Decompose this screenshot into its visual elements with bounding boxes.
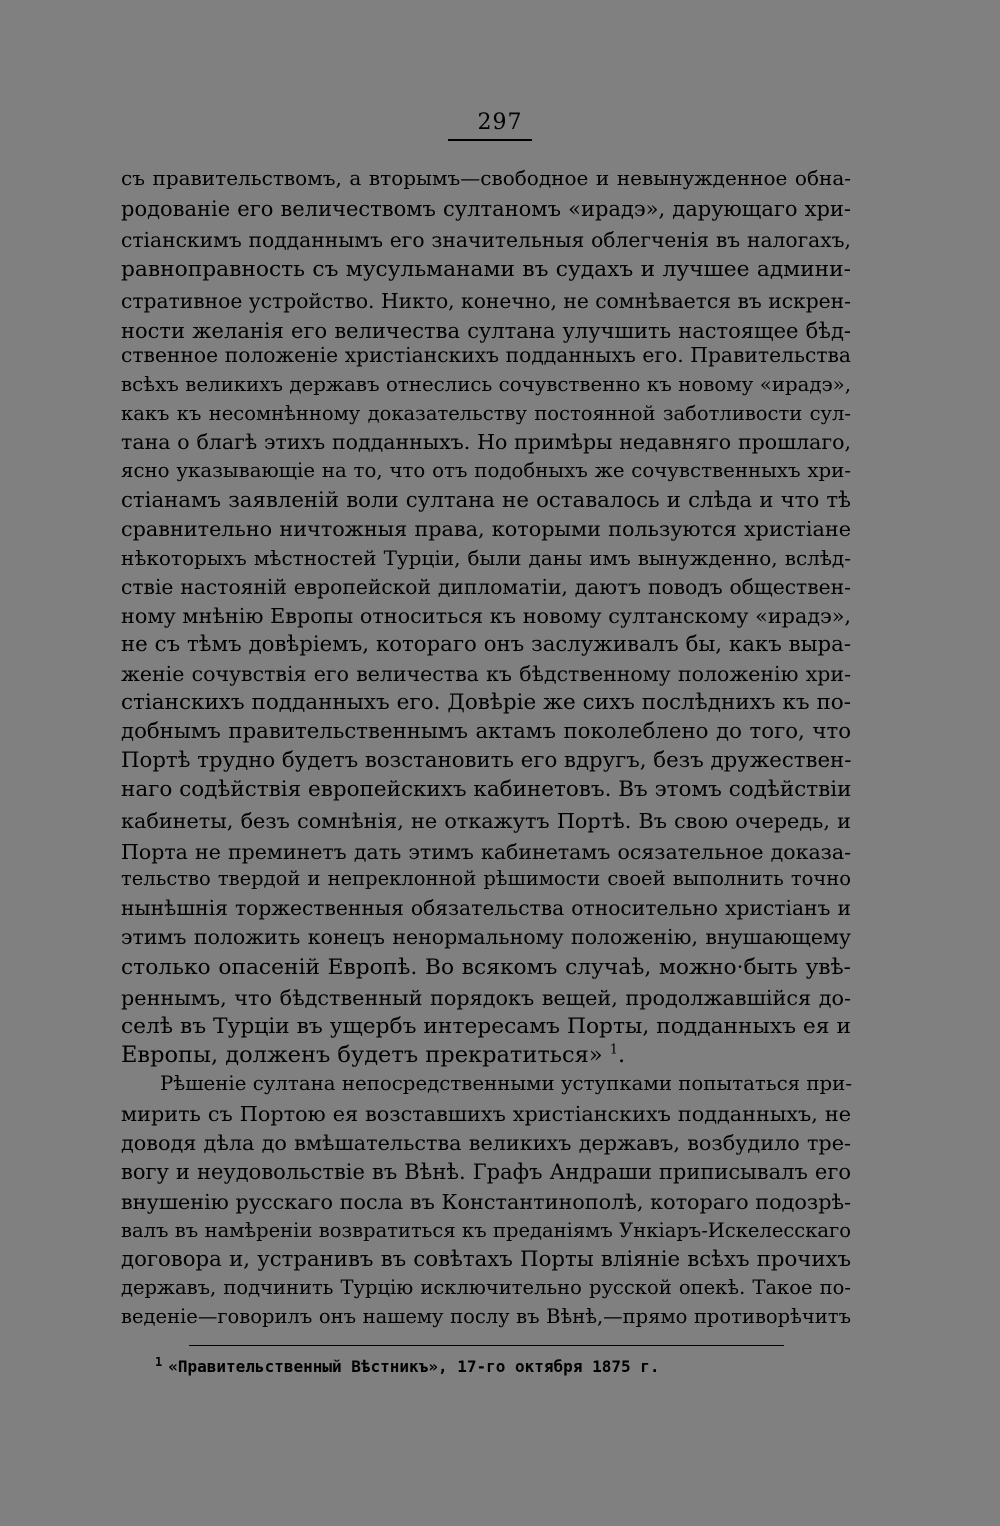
footnote-reference: 1 bbox=[609, 1042, 619, 1058]
text-line: нынѣшнія торжественныя обязательства относительно христіанъ и bbox=[121, 896, 851, 920]
text-line: договора и, устранивъ въ совѣтахъ Порты вліяніе всѣхъ прочихъ bbox=[121, 1247, 851, 1272]
text-line-content: Европы, долженъ будетъ прекратиться» bbox=[121, 1042, 603, 1068]
text-line: Порта не преминетъ дать этимъ кабинетамъ осязательное доказа- bbox=[121, 840, 851, 864]
text-line: кабинеты, безъ сомнѣнія, не откажутъ Портѣ. Въ свою очередь, и bbox=[121, 809, 851, 833]
text-line: ясно указывающіе на то, что отъ подобныхъ же сочувственныхъ хри- bbox=[121, 459, 851, 482]
footnote-reference-period: . bbox=[618, 1042, 626, 1068]
text-line: веденіе—говорилъ онъ нашему послу въ Вѣнѣ,—прямо противорѣчитъ bbox=[121, 1305, 851, 1328]
text-line: родованіе его величествомъ султаномъ «ирадэ», дарующаго хри- bbox=[121, 197, 851, 221]
text-line: стіанамъ заявленій воли султана не оставалось и слѣда и что тѣ bbox=[121, 488, 851, 513]
text-line: стративное устройство. Никто, конечно, не сомнѣвается въ искрен- bbox=[121, 289, 851, 313]
footnote bbox=[155, 1354, 660, 1376]
text-line: нѣкоторыхъ мѣстностей Турціи, были даны имъ вынужденно, вслѣд- bbox=[121, 546, 851, 570]
text-line: всѣхъ великихъ державъ отнеслись сочувственно къ новому «ирадэ», bbox=[121, 373, 851, 396]
text-line: не съ тѣмъ довѣріемъ, котораго онъ заслуживалъ бы, какъ выра- bbox=[121, 632, 851, 657]
footnote-mark: 1 bbox=[155, 1354, 163, 1369]
page-number: 297 bbox=[477, 110, 523, 135]
text-line: стіанскихъ подданныхъ его. Довѣріе же сихъ послѣднихъ къ по- bbox=[121, 690, 851, 715]
text-line: столько опасеній Европѣ. Во всякомъ случаѣ, можно·быть увѣ- bbox=[121, 955, 851, 980]
text-line: добнымъ правительственнымъ актамъ поколеблено до того, что bbox=[121, 719, 851, 744]
text-line: реннымъ, что бѣдственный порядокъ вещей, продолжавшійся до- bbox=[121, 986, 851, 1010]
text-line: съ правительствомъ, а вторымъ—свободное и невынужденное обна- bbox=[121, 166, 851, 190]
text-line: мирить съ Портою ея возставшихъ христіанскихъ подданныхъ, не bbox=[121, 1102, 851, 1126]
text-line: селѣ въ Турціи въ ущербъ интересамъ Порты, подданныхъ ея и bbox=[121, 1014, 851, 1039]
text-line: равноправность съ мусульманами въ судахъ и лучшее админи- bbox=[121, 257, 851, 282]
text-line: ствіе настояній европейской дипломатіи, даютъ поводъ обществен- bbox=[121, 575, 851, 599]
text-line: ному мнѣнію Европы относиться къ новому султанскому «ирадэ», bbox=[121, 604, 851, 628]
footnote-separator bbox=[189, 1345, 784, 1346]
text-line: наго содѣйствія европейскихъ кабинетовъ. Въ этомъ содѣйствіи bbox=[121, 777, 852, 802]
text-line: сравнительно ничтожныя права, которыми пользуются христіане bbox=[121, 517, 851, 541]
text-line: внушенію русскаго посла въ Константинополѣ, котораго подозрѣ- bbox=[121, 1190, 851, 1214]
text-line: Портѣ трудно будетъ возстановить его вдругъ, безъ дружествен- bbox=[121, 748, 852, 773]
text-line: стіанскимъ подданнымъ его значительныя облегченія въ налогахъ, bbox=[121, 228, 851, 252]
text-line: доводя дѣла до вмѣшательства великихъ державъ, возбудило тре- bbox=[121, 1131, 851, 1155]
text-line: державъ, подчинить Турцію исключительно русской опекѣ. Такое по- bbox=[121, 1276, 851, 1299]
text-line: какъ къ несомнѣнному доказательству постоянной заботливости сул- bbox=[121, 402, 851, 425]
text-line: тана о благѣ этихъ подданныхъ. Но примѣры недавняго прошлаго, bbox=[121, 430, 851, 454]
text-line: этимъ положить конецъ ненормальному положенію, внушающему bbox=[121, 925, 851, 949]
text-line: валъ въ намѣреніи возвратиться къ преданіямъ Ункіаръ-Искелесскаго bbox=[121, 1219, 851, 1242]
text-line: ственное положеніе христіанскихъ подданныхъ его. Правительства bbox=[121, 343, 851, 367]
text-line: женіе сочувствія его величества къ бѣдственному положенію хри- bbox=[121, 662, 851, 686]
text-line-indented: Рѣшеніе султана непосредственными уступками попытаться при- bbox=[160, 1072, 853, 1095]
text-line: тельство твердой и непреклонной рѣшимости своей выполнить точно bbox=[121, 867, 851, 890]
page-number-underline bbox=[448, 139, 532, 141]
text-line bbox=[121, 1040, 851, 1070]
footnote-text: «Правительственный Вѣстникъ», 17-го октября 1875 г. bbox=[168, 1357, 660, 1376]
text-line: вогу и неудовольствіе въ Вѣнѣ. Графъ Андраши приписывалъ его bbox=[121, 1160, 851, 1184]
text-line: ности желанія его величества султана улучшить настоящее бѣд- bbox=[121, 319, 851, 343]
